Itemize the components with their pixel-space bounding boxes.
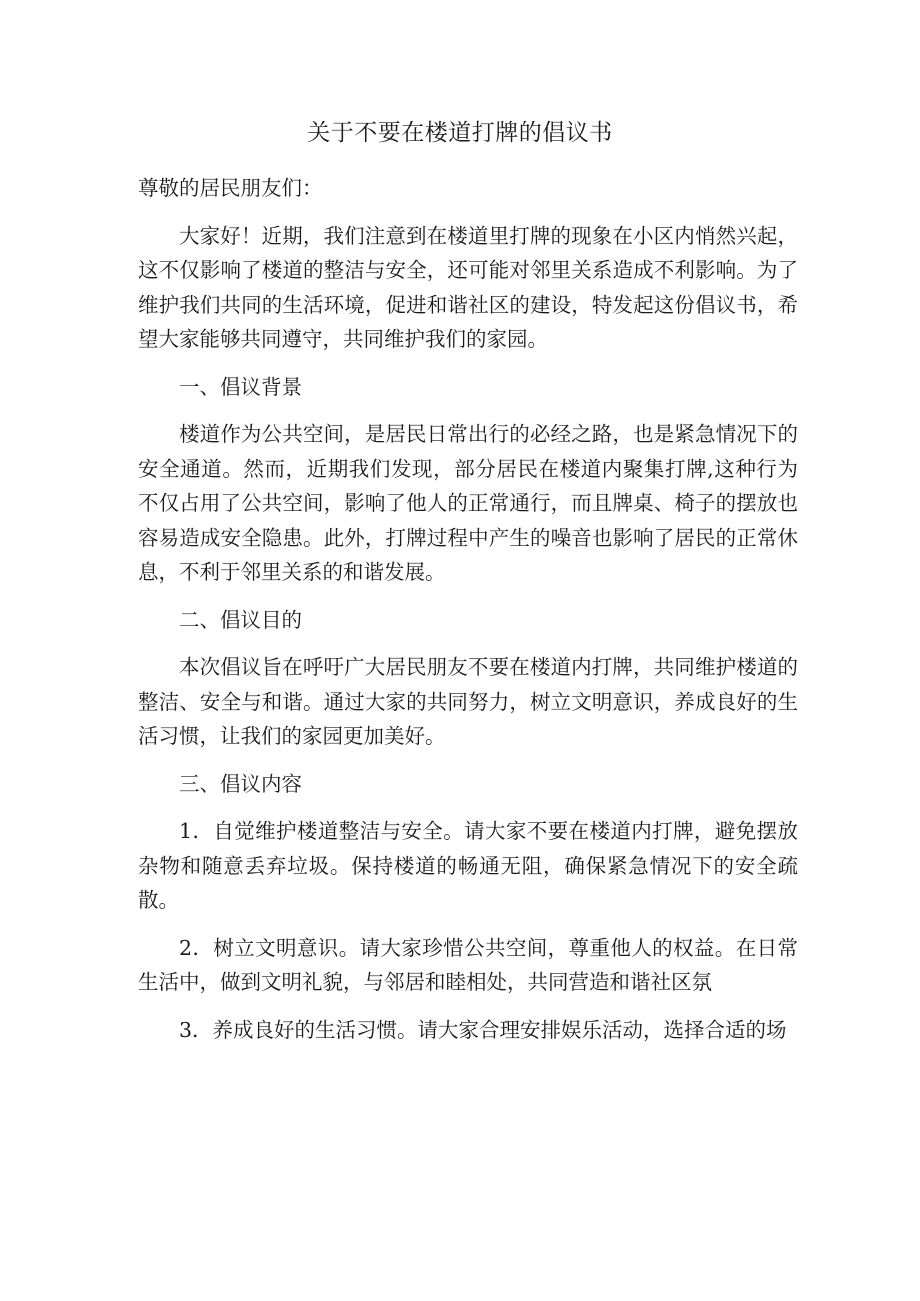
salutation: 尊敬的居民朋友们：: [138, 176, 323, 200]
content-item-1: 1．自觉维护楼道整洁与安全。请大家不要在楼道内打牌，避免摆放杂物和随意丢弃垃圾。保持楼道的畅通无阻，确保紧急情况下的安全疏散。: [138, 819, 798, 912]
document-title: 关于不要在楼道打牌的倡议书: [307, 120, 613, 146]
background-paragraph: 楼道作为公共空间，是居民日常出行的必经之路，也是紧急情况下的安全通道。然而，近期我们发现，部分居民在楼道内聚集打牌,这种行为不仅占用了公共空间，影响了他人的正常通行，而且牌桌、椅子的摆放也容易造成安全隐患。此外，打牌过程中产生的噪音也影响了居民的正常休息，不利于邻里关系的和谐发展。: [138, 422, 798, 584]
intro-paragraph: 大家好！近期，我们注意到在楼道里打牌的现象在小区内悄然兴起，这不仅影响了楼道的整洁与安全，还可能对邻里关系造成不利影响。为了维护我们共同的生活环境，促进和谐社区的建设，特发起这份倡议书，希望大家能够共同遵守，共同维护我们的家园。: [138, 223, 798, 351]
section-heading-content: 三、倡议内容: [179, 771, 302, 796]
content-item-2: 2．树立文明意识。请大家珍惜公共空间，尊重他人的权益。在日常生活中，做到文明礼貌，与邻居和睦相处，共同营造和谐社区氛: [138, 935, 798, 994]
section-heading-background: 一、倡议背景: [179, 374, 302, 399]
document-body: [138, 171, 798, 1060]
purpose-paragraph: 本次倡议旨在呼吁广大居民朋友不要在楼道内打牌，共同维护楼道的整洁、安全与和谐。通过大家的共同努力，树立文明意识，养成良好的生活习惯，让我们的家园更加美好。: [138, 655, 798, 748]
content-item-3: 3．养成良好的生活习惯。请大家合理安排娱乐活动，选择合适的场: [179, 1017, 787, 1042]
section-heading-purpose: 二、倡议目的: [179, 607, 302, 632]
